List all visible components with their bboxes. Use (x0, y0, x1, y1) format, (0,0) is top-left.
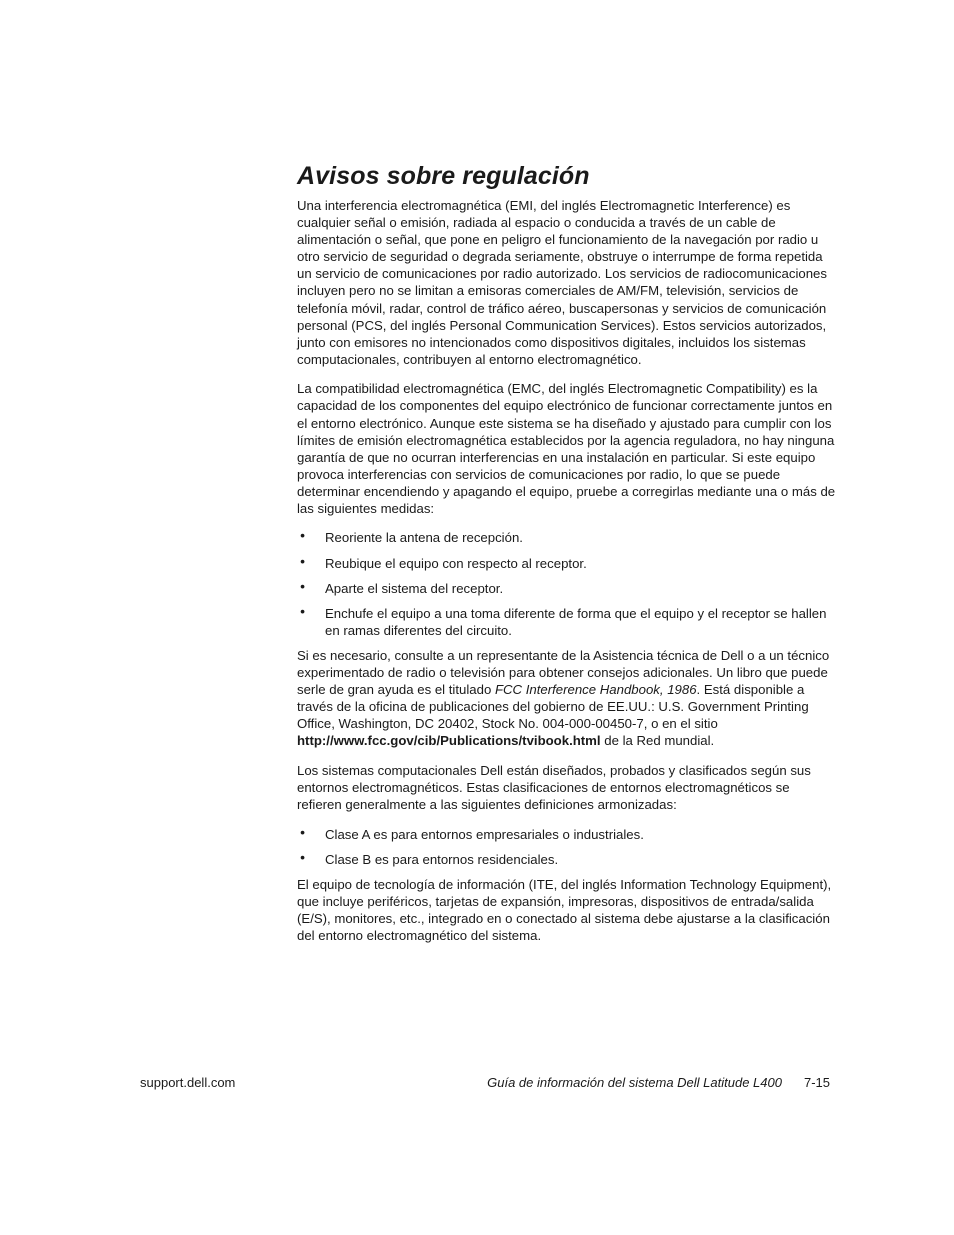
list-item (297, 602, 837, 639)
paragraph-ite: El equipo de tecnología de información (ITE, del inglés Information Technology Equipment), que incluye periféricos, tarjetas de expansión, impresoras, dispositivos de entrada/salida (E/S), monitores, etc., integrado en o conectado al sistema debe ajustarse a la clasificación del entorno electromagnético del sistema. (297, 876, 832, 944)
bullet-icon: • (300, 823, 305, 840)
list-item-text: Reubique el equipo con respecto al receptor. (325, 555, 587, 571)
paragraph-support-text-c: de la Red mundial. (600, 733, 715, 749)
list-item-text: Aparte el sistema del receptor. (325, 580, 504, 596)
fcc-url-link[interactable]: http://www.fcc.gov/cib/Publications/tvibook.html (297, 733, 601, 749)
paragraph-emi: Una interferencia electromagnética (EMI, del inglés Electromagnetic Interference) es cualquier señal o emisión, radiada al espacio o conducida a través de un cable de alimentación o señal, que pone en peligro el funcionamiento de la navegación por radio u otro servicio de seguridad o degrada seriamente, obstruye o interrumpe de forma repetida un servicio de comunicaciones por radio autorizado. Los servicios de radiocomunicaciones incluyen pero no se limitan a emisoras comerciales de AM/FM, televisión, servicios de telefonía móvil, radar, control de tráfico aéreo, buscapersonas y servicios de comunicación personal (PCS, del inglés Personal Communication Services). Estos servicios autorizados, junto con emisores no intencionados como dispositivos digitales, incluidos los sistemas computacionales, contribuyen al entorno electromagnético. (297, 198, 827, 367)
bullet-icon: • (300, 602, 305, 619)
measures-list (297, 529, 837, 638)
list-item-text: Clase A es para entornos empresariales o industriales. (325, 826, 644, 842)
paragraph-support-text-b: . Está disponible a través de la oficina de publicaciones del gobierno de EE.UU.: U.S. Government Printing Office, Washington, DC 20402, Stock No. 004-000-00450-7, o en el sitio (297, 682, 809, 732)
list-item (297, 577, 837, 597)
book-title: FCC Interference Handbook, 1986 (494, 682, 697, 698)
footer-guide-info (487, 1074, 830, 1091)
list-item (297, 552, 837, 572)
page-title: Avisos sobre regulación (297, 162, 590, 190)
bullet-icon: • (300, 577, 305, 594)
list-item-text: Reoriente la antena de recepción. (325, 530, 523, 546)
bullet-icon: • (300, 552, 305, 569)
page-content (297, 158, 837, 957)
bullet-icon: • (300, 848, 305, 865)
footer-guide-title: Guía de información del sistema Dell Latitude L400 (487, 1075, 782, 1090)
paragraph-support-text-a: Si es necesario, consulte a un representante de la Asistencia técnica de Dell o a un técnico experimentado de radio o televisión para obtener consejos adicionales. Un libro que puede serle de gran ayuda es el titulado (297, 647, 830, 698)
footer-site-link[interactable]: support.dell.com (140, 1075, 236, 1090)
list-item-text: Clase B es para entornos residenciales. (325, 851, 559, 867)
page-number: 7-15 (803, 1075, 830, 1090)
paragraph-classification: Los sistemas computacionales Dell están diseñados, probados y clasificados según sus entornos electromagnéticos. Estas clasificaciones de entornos electromagnéticos se refieren generalmente a las siguientes definiciones armonizadas: (297, 762, 811, 813)
list-item (297, 848, 837, 868)
bullet-icon: • (300, 527, 305, 544)
list-item (297, 529, 837, 546)
paragraph-emc: La compatibilidad electromagnética (EMC, del inglés Electromagnetic Compatibility) es la capacidad de los componentes del equipo electrónico de funcionar correctamente juntos en el entorno electrónico. Aunque este sistema se ha diseñado y ajustado para cumplir con los límites de emisión electromagnética establecidos por la agencia reguladora, no hay ninguna garantía de que no ocurran interferencias en una instalación en particular. Si este equipo provoca interferencias con servicios de comunicaciones por radio, lo que se puede determinar encendiendo y apagando el equipo, pruebe a corregirlas mediante una o más de las siguientes medidas: (297, 381, 836, 516)
class-list (297, 823, 837, 868)
list-item (297, 823, 837, 843)
list-item-text: Enchufe el equipo a una toma diferente de forma que el equipo y el receptor se hallen en ramas diferentes del circuito. (325, 605, 827, 638)
paragraph-support (297, 647, 837, 750)
